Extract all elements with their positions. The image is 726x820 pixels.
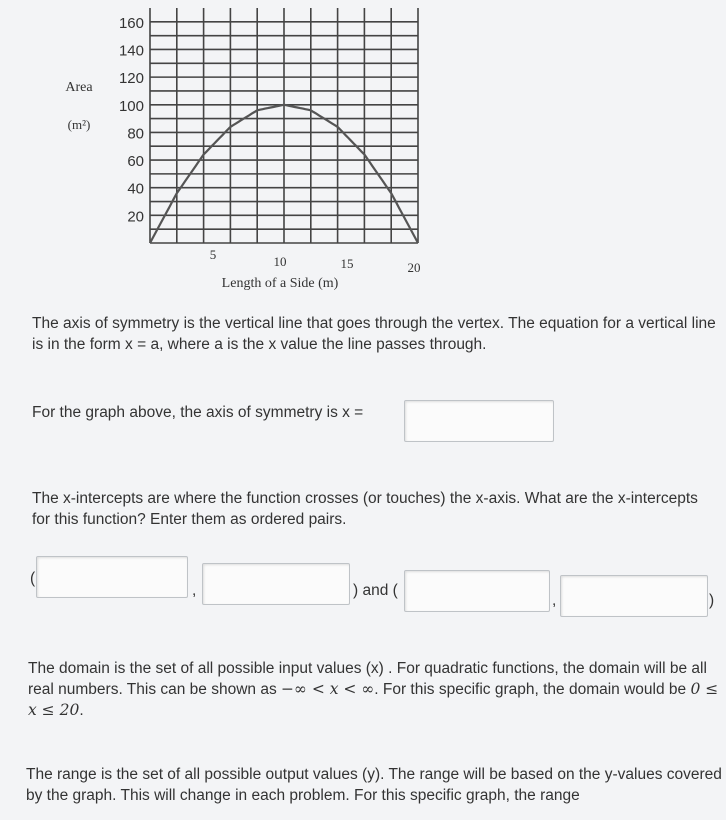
x-tick-label: 5: [209, 247, 217, 262]
x-tick-label: 20: [407, 260, 421, 275]
domain-specific: 0 ≤ x ≤ 20: [28, 680, 719, 719]
y-tick-label: 80: [127, 125, 144, 143]
close-and-text: ) and (: [353, 582, 398, 599]
y-tick-labels: [119, 15, 144, 226]
y-axis-label: Area: [65, 80, 93, 95]
axis-prompt: For the graph above, the axis of symmetry is x =: [32, 404, 364, 421]
axis-of-symmetry-input[interactable]: [404, 400, 554, 442]
x-intercepts-paragraph: The x-intercepts are where the function crosses (or touches) the x-axis. What are the x-intercepts for this function? Enter them as ordered pairs.: [32, 490, 698, 528]
comma-2: ,: [552, 592, 557, 609]
y-tick-label: 60: [127, 153, 144, 171]
axis-of-symmetry-paragraph: The axis of symmetry is the vertical line that goes through the vertex. The equation for a vertical line is in the form x = a, where a is the x value the line passes through.: [32, 315, 716, 353]
range-paragraph: The range is the set of all possible output values (y). The range will be based on the y-values covered by the graph. This will change in each problem. For this specific graph, the range: [26, 766, 722, 804]
area-chart: [0, 0, 726, 300]
domain-paragraph: The domain is the set of all possible input values (x) . For quadratic functions, the domain will be all real numbers. This can be shown as −∞ < x < ∞. For this specific graph, the domain would be 0 ≤ x ≤ 20.: [28, 660, 719, 719]
x-tick-labels: [210, 247, 421, 275]
y-tick-label: 160: [118, 14, 144, 32]
domain-all-reals: −∞ < x < ∞: [281, 680, 375, 698]
intercept-1-x-input[interactable]: [36, 556, 188, 598]
intercept-2-x-input[interactable]: [404, 570, 550, 612]
y-tick-label: 40: [127, 180, 144, 198]
y-axis-unit: (m²): [67, 117, 91, 132]
x-tick-label: 10: [273, 254, 287, 269]
open-paren-1: (: [30, 570, 36, 587]
y-tick-label: 140: [118, 42, 144, 60]
x-axis-label: Length of a Side (m): [221, 276, 339, 291]
y-tick-label: 100: [118, 97, 144, 115]
x-tick-label: 15: [340, 256, 354, 271]
comma-1: ,: [192, 582, 197, 599]
intercept-2-y-input[interactable]: [560, 575, 708, 617]
chart-grid: [150, 8, 418, 243]
y-tick-label: 20: [127, 208, 144, 226]
intercept-1-y-input[interactable]: [202, 563, 350, 605]
close-paren: ): [709, 592, 715, 609]
y-tick-label: 120: [118, 70, 144, 88]
